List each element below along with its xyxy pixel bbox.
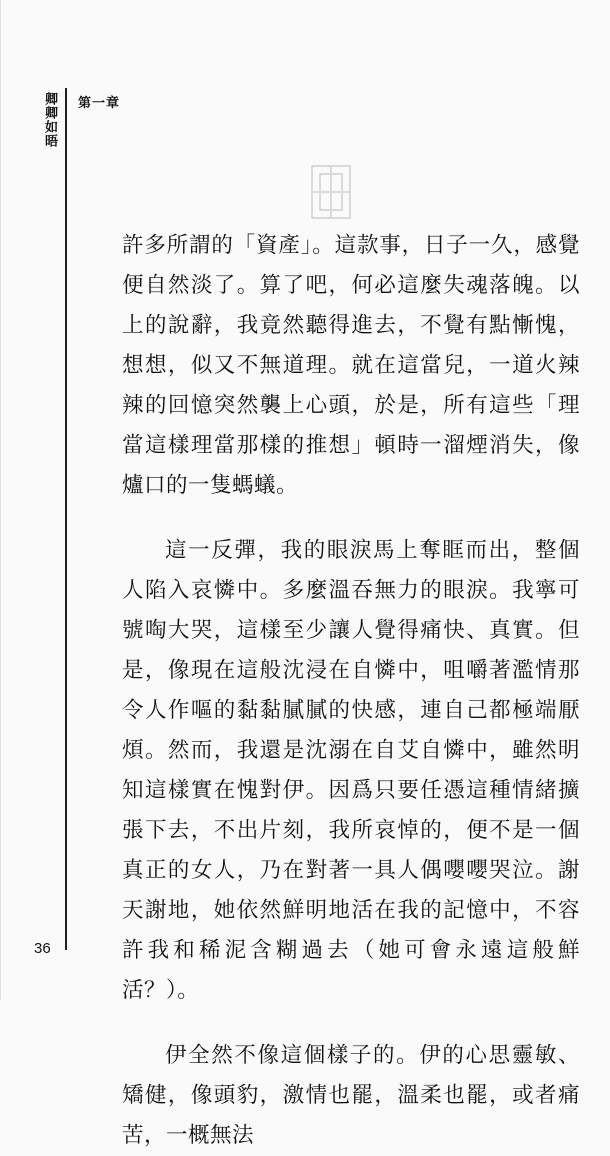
page-number: 36: [34, 940, 51, 957]
paragraph-3: 伊全然不像這個樣子的。伊的心思靈敏、矯健，像頭豹，激情也罷，溫柔也罷，或者痛苦，一概無法: [122, 1043, 580, 1148]
margin-rule: [65, 88, 67, 950]
paragraph-gap: [122, 1011, 580, 1036]
faded-ornament: [308, 162, 354, 222]
paragraph-1: 許多所謂的「資產」。這款事，日子一久，感覺便自然淡了。算了吧，何必這麼失魂落魄。以上的說辭，我竟然聽得進去，不覺有點慚愧，想想，似又不無道理。就在這當兒，一道火辣辣的回憶突然襲上心頭，於是，所有這些「理當這樣理當那樣的推想」頓時一溜煙消失，像爐口的一隻螞蟻。: [122, 233, 580, 498]
paragraph-gap: [122, 506, 580, 531]
body-text: [122, 226, 580, 1156]
book-title: 卿卿如晤: [42, 92, 57, 148]
paragraph-2: 這一反彈，我的眼淚馬上奪眶而出，整個人陷入哀憐中。多麼溫吞無力的眼淚。我寧可號啕大哭，這樣至少讓人覺得痛快、真實。但是，像現在這般沈浸在自憐中，咀嚼著濫情那令人作嘔的黏黏膩膩的快感，連自己都極端厭煩。然而，我還是沈溺在自艾自憐中，雖然明知這樣實在愧對伊。因爲只要任憑這種情緒擴張下去，不出片刻，我所哀悼的，便不是一個真正的女人，乃在對著一具人偶嚶嚶哭泣。謝天謝地，她依然鮮明地活在我的記憶中，不容許我和稀泥含糊過去（她可會永遠這般鮮活？）。: [122, 538, 580, 1003]
chapter-label: 第一章: [78, 96, 121, 111]
